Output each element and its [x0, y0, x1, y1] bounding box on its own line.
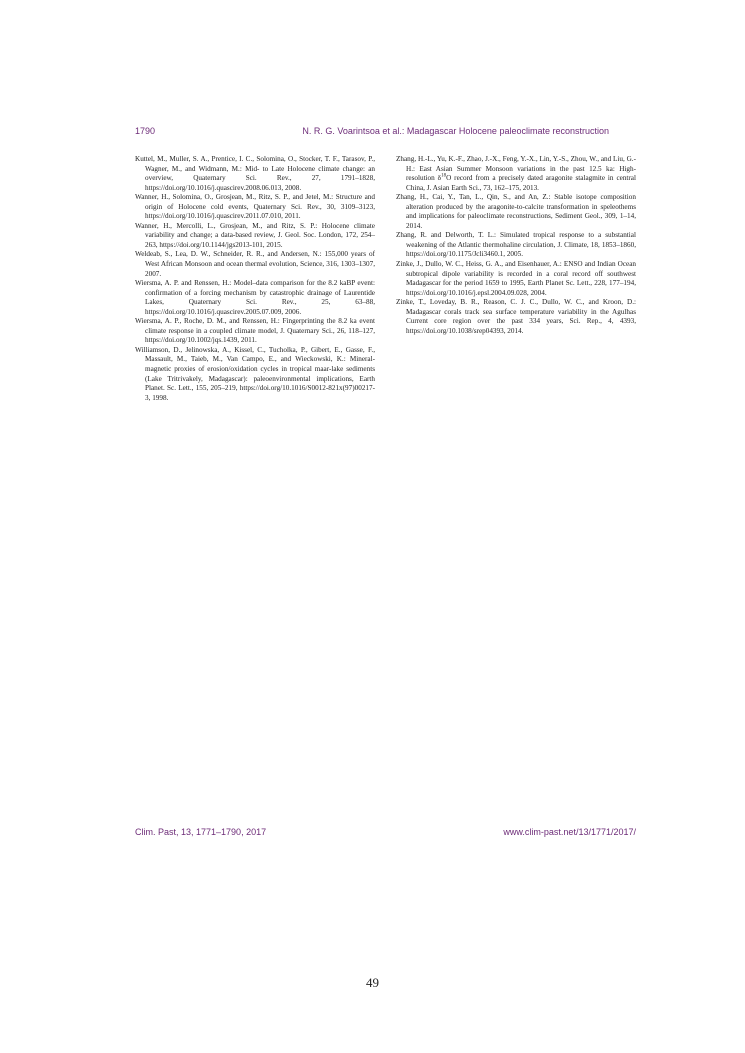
reference-entry: Wiersma, A. P., Roche, D. M., and Renssen, H.: Fingerprinting the 8.2 ka event climate response in a coupled climate model, J. Quaternary Sci., 26, 118–127, https://doi.org/10.1002/jqs.1439, 2011.	[135, 317, 375, 345]
reference-entry: Zinke, J., Dullo, W. C., Heiss, G. A., and Eisenhauer, A.: ENSO and Indian Ocean subtropical dipole variability is recorded in a coral record off southwest Madagascar for the period 1659 to 1995, Earth Planet Sc. Lett., 228, 177–194, https://doi.org/10.1016/j.epsl.2004.09.028, 2004.	[396, 260, 636, 297]
reference-entry: Williamson, D., Jelinowska, A., Kissel, C., Tucholka, P., Gibert, E., Gasse, F., Massault, M., Taieb, M., Van Campo, E., and Wieckowski, K.: Mineral-magnetic proxies of erosion/oxidation cycles in tropical maar-lake sediments (Lake Tritrivakely, Madagascar): paleoenvironmental implications, Earth Planet. Sc. Lett., 155, 205–219, https://doi.org/10.1016/S0012-821x(97)00217-3, 1998.	[135, 345, 375, 402]
reference-entry: Kuttel, M., Muller, S. A., Prentice, I. C., Solomina, O., Stocker, T. F., Tarasov, P., Wagner, M., and Widmann, M.: Mid- to Late Holocene climate change: an overview, Quaternary Sci. Rev., 27, 1791–1828, https://doi.org/10.1016/j.quascirev.2008.06.013, 2008.	[135, 155, 375, 192]
reference-entry: Wanner, H., Solomina, O., Grosjean, M., Ritz, S. P., and Jetel, M.: Structure and origin of Holocene cold events, Quaternary Sci. Rev., 30, 3109–3123, https://doi.org/10.1016/j.quascirev.2011.07.010, 2011.	[135, 193, 375, 221]
reference-entry: Zinke, T., Loveday, B. R., Reason, C. J. C., Dullo, W. C., and Kroon, D.: Madagascar corals track sea surface temperature variability in the Agulhas Current core region over the past 334 years, Sci. Rep., 4, 4393, https://doi.org/10.1038/srep04393, 2014.	[396, 298, 636, 335]
reference-entry: Zhang, R. and Delworth, T. L.: Simulated tropical response to a substantial weakening of the Atlantic thermohaline circulation, J. Climate, 18, 1853–1860, https://doi.org/10.1175/Jcli3460.1, 2005.	[396, 231, 636, 259]
reference-entry: Wanner, H., Mercolli, L., Grosjean, M., and Ritz, S. P.: Holocene climate variability and change; a data-based review, J. Geol. Soc. London, 172, 254–263, https://doi.org/10.1144/jgs2013-101, 2015.	[135, 221, 375, 249]
reference-text-before: Zhang, H.-L., Yu, K.-F., Zhao, J.-X., Feng, Y.-X., Lin, Y.-S., Zhou, W., and Liu, G.-H.: East Asian Summer Monsoon variations in the past 12.5 ka: High-resolution δ	[396, 155, 636, 183]
footer-journal-citation: Clim. Past, 13, 1771–1790, 2017	[135, 827, 267, 837]
references-right-column	[396, 155, 636, 336]
reference-text-after: O record from a precisely dated aragonite stalagmite in central China, J. Asian Earth Sci., 73, 162–175, 2013.	[406, 174, 636, 192]
footer-journal-url: www.clim-past.net/13/1771/2017/	[503, 827, 636, 837]
page-folio-number: 49	[366, 975, 379, 990]
reference-entry: Weldeab, S., Lea, D. W., Schneider, R. R., and Andersen, N.: 155,000 years of West African Monsoon and ocean thermal evolution, Science, 316, 1303–1307, 2007.	[135, 250, 375, 278]
header-page-number: 1790	[135, 126, 156, 136]
reference-entry: Wiersma, A. P. and Renssen, H.: Model–data comparison for the 8.2 kaBP event: confirmation of a forcing mechanism by catastrophic drainage of Laurentide Lakes, Quaternary Sci. Rev., 25, 63–88, https://doi.org/10.1016/j.quascirev.2005.07.009, 2006.	[135, 279, 375, 316]
reference-entry: Zhang, H., Cai, Y., Tan, L., Qin, S., and An, Z.: Stable isotope composition alteration produced by the aragonite-to-calcite transformation in speleothems and implications for paleoclimate reconstructions, Sediment Geol., 309, 1–14, 2014.	[396, 193, 636, 230]
references-left-column	[135, 155, 375, 403]
isotope-superscript: 18	[441, 173, 447, 179]
running-title: N. R. G. Voarintsoa et al.: Madagascar Holocene paleoclimate reconstruction	[302, 126, 609, 136]
reference-entry	[396, 155, 636, 193]
